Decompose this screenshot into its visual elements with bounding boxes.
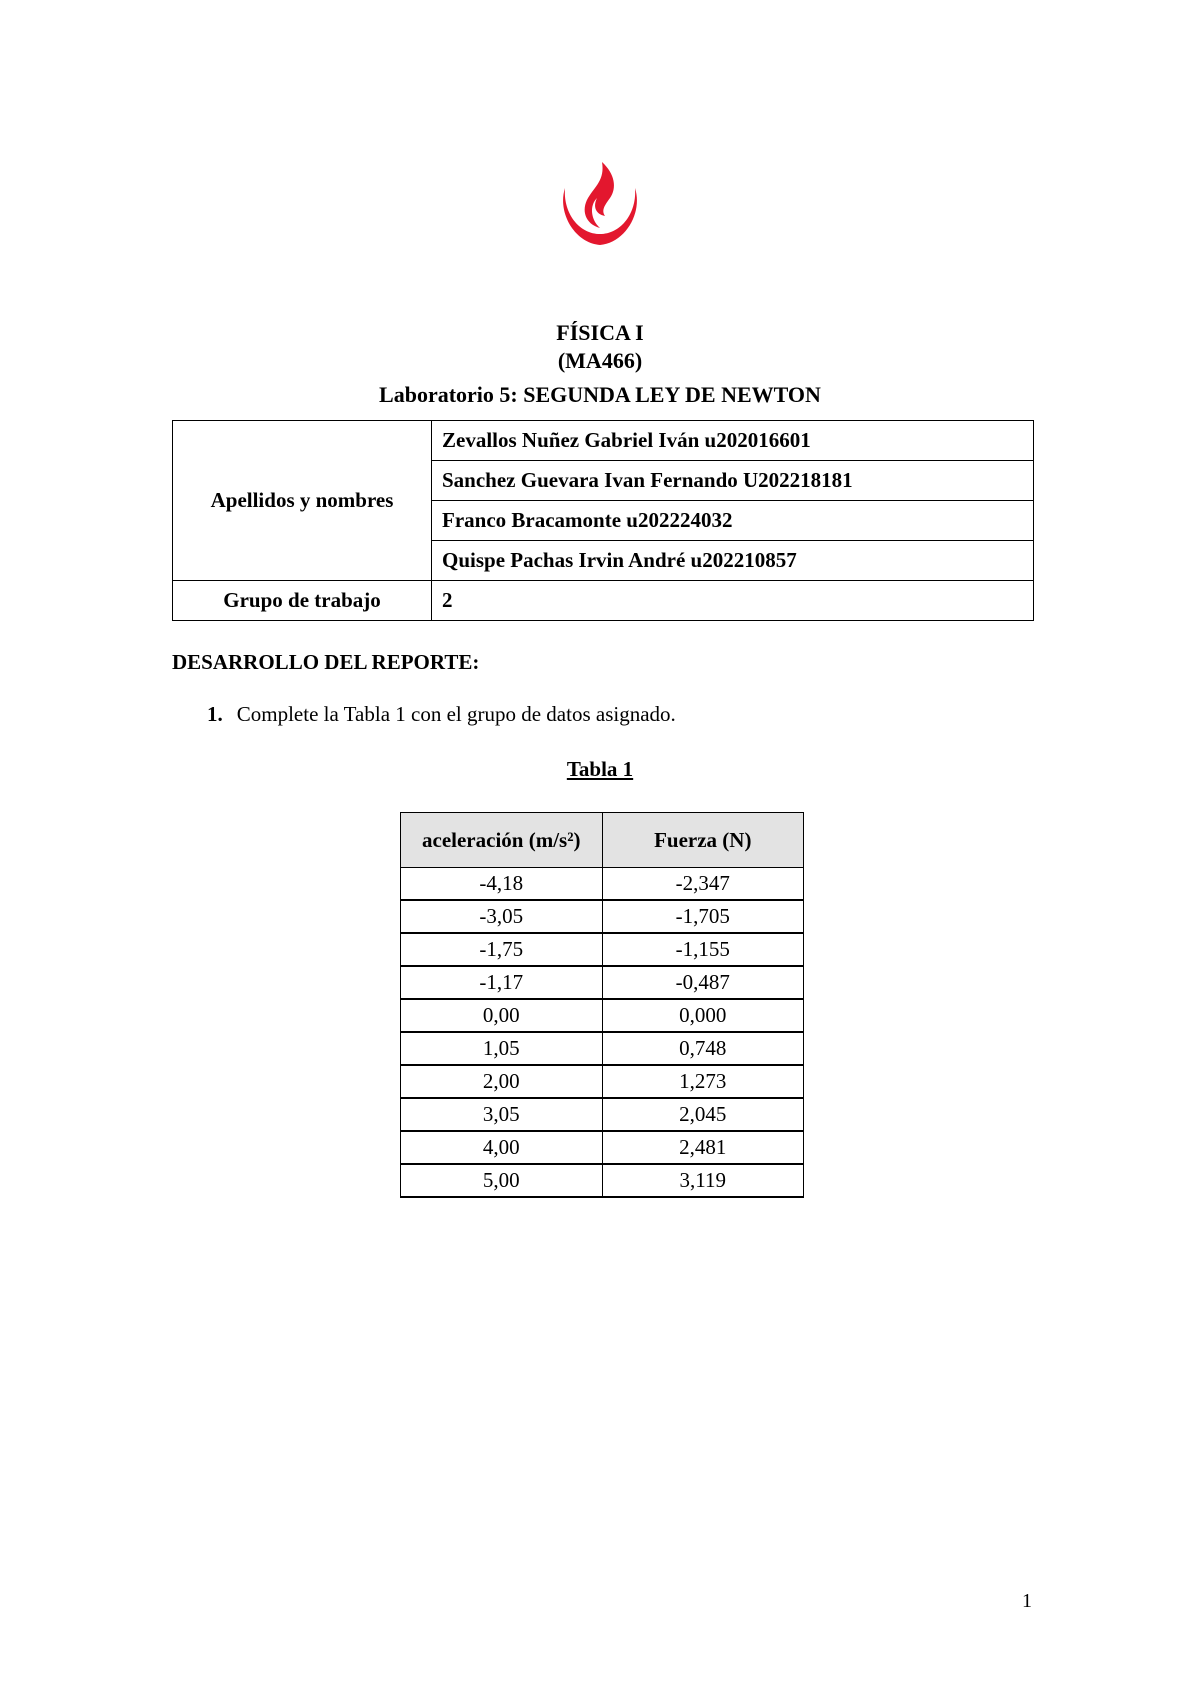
university-logo-icon <box>555 158 645 248</box>
force-cell: -1,705 <box>602 900 804 933</box>
table-row <box>401 1131 804 1164</box>
acceleration-cell: 2,00 <box>401 1065 603 1098</box>
student-name: Zevallos Nuñez Gabriel Iván u202016601 <box>432 421 1034 461</box>
force-cell: -2,347 <box>602 868 804 901</box>
force-cell: -1,155 <box>602 933 804 966</box>
table-row <box>401 1164 804 1197</box>
course-code: (MA466) <box>557 348 643 373</box>
acceleration-cell: 5,00 <box>401 1164 603 1197</box>
student-info-table <box>172 420 1034 621</box>
acceleration-cell: -4,18 <box>401 868 603 901</box>
table-row <box>401 999 804 1032</box>
table-row <box>401 1032 804 1065</box>
column-header-force: Fuerza (N) <box>602 813 804 868</box>
student-name: Quispe Pachas Irvin André u202210857 <box>432 541 1034 581</box>
acceleration-cell: -1,75 <box>401 933 603 966</box>
course-title: FÍSICA I <box>556 320 644 345</box>
table-row <box>173 421 1034 461</box>
acceleration-cell: 4,00 <box>401 1131 603 1164</box>
lab-title: Laboratorio 5: SEGUNDA LEY DE NEWTON <box>379 382 821 407</box>
instruction-item <box>207 702 676 727</box>
acceleration-cell: -1,17 <box>401 966 603 999</box>
group-value: 2 <box>432 581 1034 621</box>
data-table-body <box>401 868 804 1198</box>
force-cell: 2,481 <box>602 1131 804 1164</box>
table-row <box>401 900 804 933</box>
column-header-acceleration: aceleración (m/s²) <box>401 813 603 868</box>
student-name: Sanchez Guevara Ivan Fernando U202218181 <box>432 461 1034 501</box>
force-cell: -0,487 <box>602 966 804 999</box>
acceleration-cell: -3,05 <box>401 900 603 933</box>
group-label: Grupo de trabajo <box>173 581 432 621</box>
table-row <box>401 933 804 966</box>
table-row <box>173 581 1034 621</box>
acceleration-cell: 0,00 <box>401 999 603 1032</box>
section-heading: DESARROLLO DEL REPORTE: <box>172 650 480 674</box>
table-row <box>401 1098 804 1131</box>
page-number: 1 <box>1022 1590 1032 1612</box>
force-cell: 3,119 <box>602 1164 804 1197</box>
names-label: Apellidos y nombres <box>173 421 432 581</box>
table-header-row <box>401 813 804 868</box>
force-cell: 0,748 <box>602 1032 804 1065</box>
data-table <box>400 812 804 1198</box>
acceleration-cell: 3,05 <box>401 1098 603 1131</box>
force-cell: 2,045 <box>602 1098 804 1131</box>
table-row <box>401 868 804 901</box>
table-row <box>401 1065 804 1098</box>
table-caption: Tabla 1 <box>566 757 634 781</box>
instruction-number: 1. <box>207 702 223 726</box>
force-cell: 0,000 <box>602 999 804 1032</box>
student-name: Franco Bracamonte u202224032 <box>432 501 1034 541</box>
table-row <box>401 966 804 999</box>
instruction-text: Complete la Tabla 1 con el grupo de datos asignado. <box>236 702 676 726</box>
acceleration-cell: 1,05 <box>401 1032 603 1065</box>
force-cell: 1,273 <box>602 1065 804 1098</box>
